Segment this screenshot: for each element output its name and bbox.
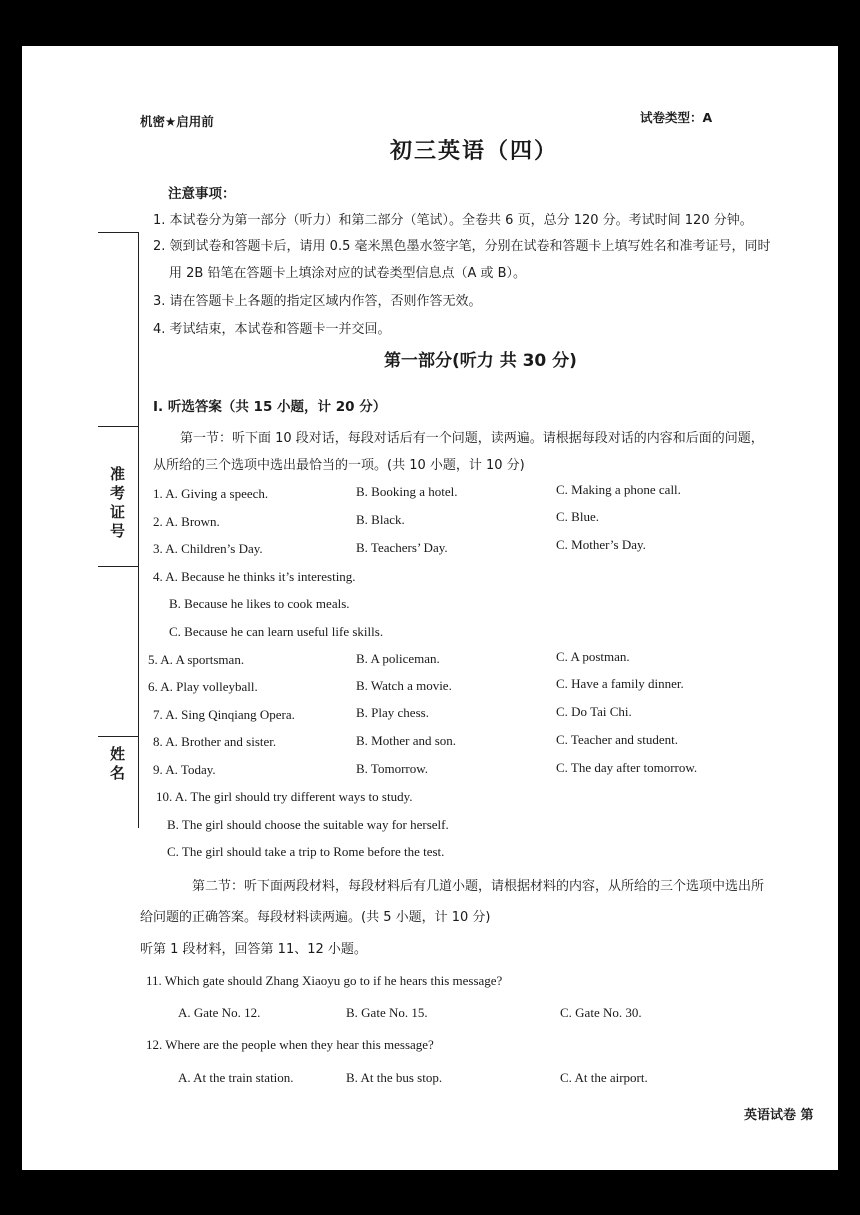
paper-type-label: 试卷类型：A bbox=[640, 110, 713, 125]
q2-option-a: 2. A. Brown. bbox=[153, 514, 220, 529]
q7-option-c: C. Do Tai Chi. bbox=[556, 704, 632, 719]
binding-line-mid2 bbox=[98, 566, 138, 567]
q4-option-a: 4. A. Because he thinks it’s interesting. bbox=[153, 569, 356, 584]
q9-option-a: 9. A. Today. bbox=[153, 762, 216, 777]
q10-option-a: 10. A. The girl should try different ways to study. bbox=[156, 789, 413, 804]
page-title: 初三英语（四） bbox=[390, 139, 559, 164]
q7-option-b: B. Play chess. bbox=[356, 705, 429, 720]
q5-option-c: C. A postman. bbox=[556, 649, 630, 664]
binding-line bbox=[138, 232, 139, 828]
binding-line-mid3 bbox=[98, 736, 138, 737]
q1-option-c: C. Making a phone call. bbox=[556, 482, 681, 497]
notice-heading: 注意事项： bbox=[168, 186, 236, 202]
q1-option-b: B. Booking a hotel. bbox=[356, 484, 458, 499]
material-1-label: 听第 1 段材料，回答第 11、12 小题。 bbox=[140, 942, 367, 957]
sub1-instructions-line2: 从所给的三个选项中选出最恰当的一项。(共 10 小题，计 10 分) bbox=[153, 458, 525, 473]
q5-option-a: 5. A. A sportsman. bbox=[148, 652, 245, 667]
confidential-label: 机密★启用前 bbox=[140, 114, 214, 129]
part1-title: 第一部分(听力 共 30 分) bbox=[384, 351, 577, 371]
q6-option-b: B. Watch a movie. bbox=[356, 678, 452, 693]
notice-item-4: 4. 考试结束，本试卷和答题卡一并交回。 bbox=[153, 322, 391, 337]
q11-option-b: B. Gate No. 15. bbox=[346, 1005, 428, 1020]
notice-item-3: 3. 请在答题卡上各题的指定区域内作答，否则作答无效。 bbox=[153, 294, 482, 309]
q3-option-b: B. Teachers’ Day. bbox=[356, 540, 448, 555]
q12-question: 12. Where are the people when they hear this message? bbox=[146, 1037, 434, 1052]
q6-option-c: C. Have a family dinner. bbox=[556, 676, 684, 691]
section1-heading: I. 听选答案（共 15 小题，计 20 分） bbox=[153, 399, 387, 415]
sub2-instructions-line2: 给问题的正确答案。每段材料读两遍。(共 5 小题，计 10 分) bbox=[140, 910, 491, 925]
q12-option-a: A. At the train station. bbox=[178, 1070, 294, 1085]
q11-question: 11. Which gate should Zhang Xiaoyu go to if he hears this message? bbox=[146, 973, 503, 988]
exam-page bbox=[22, 46, 838, 1170]
sub1-instructions-line1: 第一节：听下面 10 段对话，每段对话后有一个问题，读两遍。请根据每段对话的内容和后面的问题， bbox=[180, 431, 764, 446]
q8-option-b: B. Mother and son. bbox=[356, 733, 457, 748]
q11-option-c: C. Gate No. 30. bbox=[560, 1005, 642, 1020]
q9-option-c: C. The day after tomorrow. bbox=[556, 760, 698, 775]
notice-item-1: 1. 本试卷分为第一部分（听力）和第二部分（笔试）。全卷共 6 页，总分 120 分。考试时间 120 分钟。 bbox=[153, 213, 753, 228]
q2-option-b: B. Black. bbox=[356, 512, 405, 527]
name-label: 姓名 bbox=[108, 746, 126, 784]
binding-line-top bbox=[98, 232, 138, 233]
q7-option-a: 7. A. Sing Qinqiang Opera. bbox=[153, 707, 295, 722]
q4-option-c: C. Because he can learn useful life skills. bbox=[169, 624, 384, 639]
q8-option-c: C. Teacher and student. bbox=[556, 732, 678, 747]
notice-item-2: 2. 领到试卷和答题卡后，请用 0.5 毫米黑色墨水签字笔，分别在试卷和答题卡上填写姓名和准考证号，同时 bbox=[153, 239, 771, 254]
q1-option-a: 1. A. Giving a speech. bbox=[153, 486, 269, 501]
q12-option-c: C. At the airport. bbox=[560, 1070, 648, 1085]
q6-option-a: 6. A. Play volleyball. bbox=[148, 679, 258, 694]
notice-item-2-cont: 用 2B 铅笔在答题卡上填涂对应的试卷类型信息点（A 或 B）。 bbox=[169, 266, 527, 281]
q9-option-b: B. Tomorrow. bbox=[356, 761, 429, 776]
exam-number-label: 准考证号 bbox=[108, 466, 126, 542]
q3-option-c: C. Mother’s Day. bbox=[556, 537, 646, 552]
q10-option-b: B. The girl should choose the suitable way for herself. bbox=[167, 817, 449, 832]
sub2-instructions-line1: 第二节：听下面两段材料，每段材料后有几道小题，请根据材料的内容，从所给的三个选项中选出所 bbox=[192, 879, 765, 894]
q8-option-a: 8. A. Brother and sister. bbox=[153, 734, 277, 749]
q11-option-a: A. Gate No. 12. bbox=[178, 1005, 261, 1020]
q4-option-b: B. Because he likes to cook meals. bbox=[169, 596, 350, 611]
q10-option-c: C. The girl should take a trip to Rome before the test. bbox=[167, 844, 445, 859]
page-footer: 英语试卷 第 bbox=[744, 1108, 814, 1123]
binding-line-mid1 bbox=[98, 426, 138, 427]
q3-option-a: 3. A. Children’s Day. bbox=[153, 541, 263, 556]
q12-option-b: B. At the bus stop. bbox=[346, 1070, 443, 1085]
q5-option-b: B. A policeman. bbox=[356, 651, 440, 666]
q2-option-c: C. Blue. bbox=[556, 509, 599, 524]
